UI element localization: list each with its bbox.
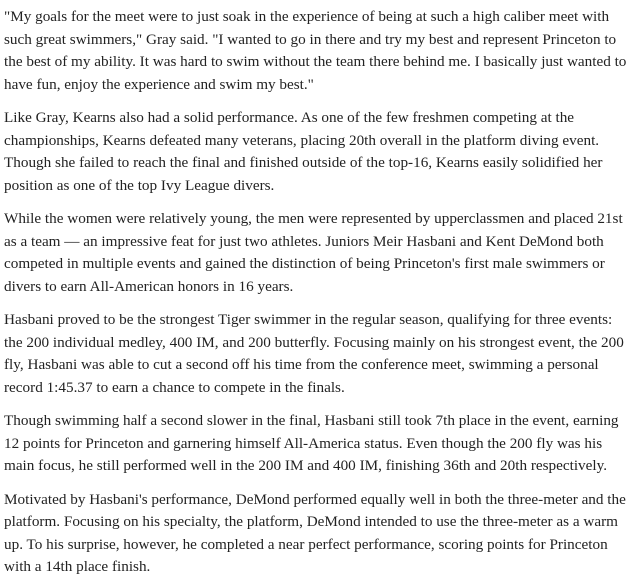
paragraph-kearns: Like Gray, Kearns also had a solid performance. As one of the few freshmen competing at the championships, Kearns defeated many veterans, placing 20th overall in the platform diving event. Though she failed to reach the final and finished outside of the top-16, Kearns easily solidified her position as one of the top Ivy League divers. [4, 109, 603, 194]
paragraph-gray-quote: "My goals for the meet were to just soak in the experience of being at such a high caliber meet with such great swimmers," Gray said. "I wanted to go in there and try my best and represent Princeton to the best of my ability. It was hard to swim without the team there behind me. I basically just wanted to have fun, enjoy the experience and swim my best." [4, 8, 627, 93]
paragraph-demond: Motivated by Hasbani's performance, DeMond performed equally well in both the three-meter and the platform. Focusing on his specialty, the platform, DeMond intended to use the three-meter as a warm up. To his surprise, however, he completed a near perfect performance, scoring points for Princeton with a 14th place finish. [4, 490, 626, 575]
paragraph-hasbani-season: Hasbani proved to be the strongest Tiger swimmer in the regular season, qualifying for three events: the 200 individual medley, 400 IM, and 200 butterfly. Focusing mainly on his strongest event, the 200 fly, Hasbani was able to cut a second off his time from the conference meet, swimming a personal record 1:45.37 to earn a chance to compete in the finals. [4, 311, 624, 396]
paragraph-hasbani-final: Though swimming half a second slower in the final, Hasbani still took 7th place in the event, earning 12 points for Princeton and garnering himself All-America status. Even though the 200 fly was his main focus, he still performed well in the 200 IM and 400 IM, finishing 36th and 20th respectively. [4, 412, 619, 474]
paragraph-men-team: While the women were relatively young, the men were represented by upperclassmen and placed 21st as a team — an impressive feat for just two athletes. Juniors Meir Hasbani and Kent DeMond both competed in multiple events and gained the distinction of being Princeton's first male swimmers or divers to earn All-American honors in 16 years. [4, 210, 623, 295]
